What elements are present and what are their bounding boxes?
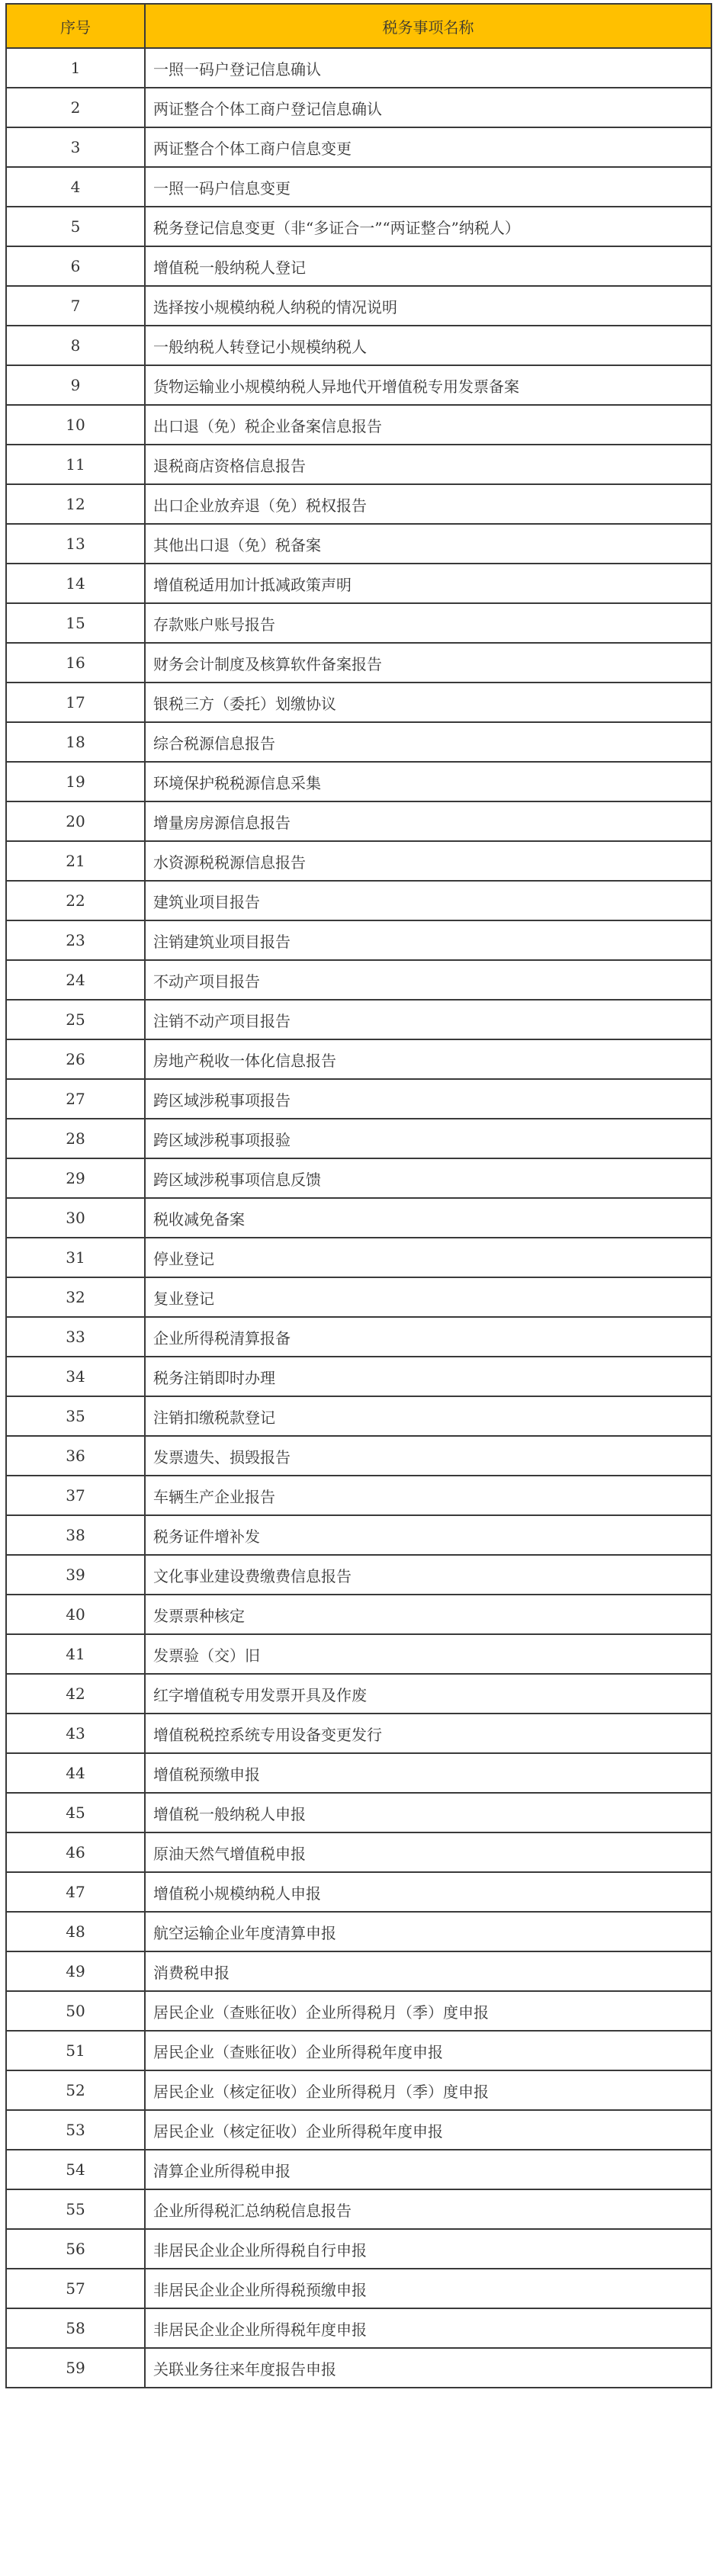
- table-row: [6, 643, 711, 683]
- row-number-cell: 47: [6, 1872, 145, 1912]
- table-row: [6, 1872, 711, 1912]
- table-row: [6, 1912, 711, 1951]
- matter-name-cell: 跨区域涉税事项报告: [145, 1079, 711, 1119]
- table-row: [6, 2348, 711, 2388]
- row-number-cell: 24: [6, 960, 145, 1000]
- row-number-cell: 31: [6, 1238, 145, 1277]
- row-number-cell: 10: [6, 405, 145, 445]
- row-number-cell: 13: [6, 524, 145, 564]
- row-number-cell: 22: [6, 881, 145, 920]
- table-row: [6, 2110, 711, 2150]
- table-row: [6, 1079, 711, 1119]
- matter-name-cell: 增值税预缴申报: [145, 1753, 711, 1793]
- table-row: [6, 1198, 711, 1238]
- table-row: [6, 841, 711, 881]
- matter-name-cell: 注销建筑业项目报告: [145, 920, 711, 960]
- table-row: [6, 1238, 711, 1277]
- table-row: [6, 960, 711, 1000]
- table-row: [6, 88, 711, 127]
- matter-name-cell: 注销扣缴税款登记: [145, 1396, 711, 1436]
- table-row: [6, 1158, 711, 1198]
- matter-name-cell: 文化事业建设费缴费信息报告: [145, 1555, 711, 1595]
- row-number-cell: 23: [6, 920, 145, 960]
- row-number-cell: 1: [6, 48, 145, 88]
- row-number-cell: 12: [6, 484, 145, 524]
- matter-name-cell: 消费税申报: [145, 1951, 711, 1991]
- table-row: [6, 1317, 711, 1357]
- row-number-cell: 37: [6, 1476, 145, 1515]
- table-row: [6, 1714, 711, 1753]
- matter-name-cell: 非居民企业企业所得税年度申报: [145, 2308, 711, 2348]
- table-row: [6, 1674, 711, 1714]
- matter-name-cell: 一般纳税人转登记小规模纳税人: [145, 326, 711, 365]
- table-row: [6, 1119, 711, 1158]
- row-number-cell: 19: [6, 762, 145, 801]
- matter-name-cell: 增值税适用加计抵减政策声明: [145, 564, 711, 603]
- row-number-cell: 43: [6, 1714, 145, 1753]
- matter-name-cell: 选择按小规模纳税人纳税的情况说明: [145, 286, 711, 326]
- row-number-cell: 30: [6, 1198, 145, 1238]
- table-row: [6, 1039, 711, 1079]
- row-number-cell: 46: [6, 1832, 145, 1872]
- row-number-cell: 35: [6, 1396, 145, 1436]
- matter-name-cell: 复业登记: [145, 1277, 711, 1317]
- matter-name-cell: 建筑业项目报告: [145, 881, 711, 920]
- table-row: [6, 1357, 711, 1396]
- table-row: [6, 2150, 711, 2189]
- matter-name-cell: 两证整合个体工商户信息变更: [145, 127, 711, 167]
- matter-name-cell: 居民企业（核定征收）企业所得税月（季）度申报: [145, 2070, 711, 2110]
- matter-name-cell: 一照一码户信息变更: [145, 167, 711, 207]
- row-number-cell: 34: [6, 1357, 145, 1396]
- table-row: [6, 881, 711, 920]
- table-row: [6, 207, 711, 246]
- table-row: [6, 2070, 711, 2110]
- matter-name-cell: 税务登记信息变更（非“多证合一”“两证整合”纳税人）: [145, 207, 711, 246]
- matter-name-cell: 注销不动产项目报告: [145, 1000, 711, 1039]
- matter-name-cell: 一照一码户登记信息确认: [145, 48, 711, 88]
- matter-name-cell: 税务证件增补发: [145, 1515, 711, 1555]
- matter-name-cell: 税务注销即时办理: [145, 1357, 711, 1396]
- row-number-cell: 52: [6, 2070, 145, 2110]
- row-number-cell: 27: [6, 1079, 145, 1119]
- row-number-cell: 20: [6, 801, 145, 841]
- row-number-cell: 7: [6, 286, 145, 326]
- matter-name-cell: 居民企业（查账征收）企业所得税月（季）度申报: [145, 1991, 711, 2031]
- matter-name-cell: 不动产项目报告: [145, 960, 711, 1000]
- table-header: [6, 4, 711, 48]
- row-number-cell: 54: [6, 2150, 145, 2189]
- table-row: [6, 2229, 711, 2269]
- row-number-cell: 56: [6, 2229, 145, 2269]
- matter-name-cell: 出口企业放弃退（免）税权报告: [145, 484, 711, 524]
- matter-name-cell: 税收减免备案: [145, 1198, 711, 1238]
- row-number-cell: 36: [6, 1436, 145, 1476]
- table-row: [6, 1793, 711, 1832]
- table-body: [6, 48, 711, 2388]
- table-row: [6, 683, 711, 722]
- matter-name-cell: 居民企业（核定征收）企业所得税年度申报: [145, 2110, 711, 2150]
- table-row: [6, 246, 711, 286]
- row-number-cell: 57: [6, 2269, 145, 2308]
- matter-name-cell: 增值税一般纳税人登记: [145, 246, 711, 286]
- matter-name-cell: 退税商店资格信息报告: [145, 445, 711, 484]
- row-number-cell: 2: [6, 88, 145, 127]
- header-row: [6, 4, 711, 48]
- row-number-cell: 11: [6, 445, 145, 484]
- row-number-cell: 51: [6, 2031, 145, 2070]
- table-row: [6, 1476, 711, 1515]
- row-number-cell: 9: [6, 365, 145, 405]
- matter-name-cell: 出口退（免）税企业备案信息报告: [145, 405, 711, 445]
- matter-name-cell: 跨区域涉税事项信息反馈: [145, 1158, 711, 1198]
- table-row: [6, 286, 711, 326]
- matter-name-cell: 居民企业（查账征收）企业所得税年度申报: [145, 2031, 711, 2070]
- row-number-cell: 6: [6, 246, 145, 286]
- row-number-cell: 49: [6, 1951, 145, 1991]
- table-row: [6, 2189, 711, 2229]
- table-row: [6, 1951, 711, 1991]
- matter-name-cell: 货物运输业小规模纳税人异地代开增值税专用发票备案: [145, 365, 711, 405]
- matter-name-cell: 财务会计制度及核算软件备案报告: [145, 643, 711, 683]
- matter-name-cell: 环境保护税税源信息采集: [145, 762, 711, 801]
- tax-matters-table: [5, 3, 712, 2388]
- matter-name-cell: 增值税小规模纳税人申报: [145, 1872, 711, 1912]
- matter-name-cell: 两证整合个体工商户登记信息确认: [145, 88, 711, 127]
- row-number-cell: 16: [6, 643, 145, 683]
- table-row: [6, 405, 711, 445]
- table-row: [6, 1634, 711, 1674]
- row-number-cell: 58: [6, 2308, 145, 2348]
- row-number-cell: 39: [6, 1555, 145, 1595]
- header-matter-name: 税务事项名称: [145, 4, 711, 48]
- header-number: 序号: [6, 4, 145, 48]
- matter-name-cell: 停业登记: [145, 1238, 711, 1277]
- matter-name-cell: 跨区域涉税事项报验: [145, 1119, 711, 1158]
- matter-name-cell: 增值税一般纳税人申报: [145, 1793, 711, 1832]
- matter-name-cell: 发票遗失、损毁报告: [145, 1436, 711, 1476]
- table-row: [6, 524, 711, 564]
- table-row: [6, 1832, 711, 1872]
- row-number-cell: 4: [6, 167, 145, 207]
- matter-name-cell: 非居民企业企业所得税预缴申报: [145, 2269, 711, 2308]
- row-number-cell: 44: [6, 1753, 145, 1793]
- row-number-cell: 15: [6, 603, 145, 643]
- row-number-cell: 28: [6, 1119, 145, 1158]
- row-number-cell: 41: [6, 1634, 145, 1674]
- table-row: [6, 1436, 711, 1476]
- row-number-cell: 14: [6, 564, 145, 603]
- row-number-cell: 26: [6, 1039, 145, 1079]
- matter-name-cell: 水资源税税源信息报告: [145, 841, 711, 881]
- row-number-cell: 40: [6, 1595, 145, 1634]
- matter-name-cell: 综合税源信息报告: [145, 722, 711, 762]
- matter-name-cell: 企业所得税汇总纳税信息报告: [145, 2189, 711, 2229]
- table-row: [6, 920, 711, 960]
- table-row: [6, 1396, 711, 1436]
- table-row: [6, 2031, 711, 2070]
- row-number-cell: 53: [6, 2110, 145, 2150]
- table-row: [6, 326, 711, 365]
- row-number-cell: 21: [6, 841, 145, 881]
- table-row: [6, 801, 711, 841]
- row-number-cell: 42: [6, 1674, 145, 1714]
- table-row: [6, 484, 711, 524]
- table-row: [6, 365, 711, 405]
- table-row: [6, 603, 711, 643]
- row-number-cell: 45: [6, 1793, 145, 1832]
- matter-name-cell: 其他出口退（免）税备案: [145, 524, 711, 564]
- row-number-cell: 59: [6, 2348, 145, 2388]
- table-row: [6, 564, 711, 603]
- matter-name-cell: 房地产税收一体化信息报告: [145, 1039, 711, 1079]
- row-number-cell: 5: [6, 207, 145, 246]
- table-row: [6, 445, 711, 484]
- row-number-cell: 3: [6, 127, 145, 167]
- matter-name-cell: 非居民企业企业所得税自行申报: [145, 2229, 711, 2269]
- matter-name-cell: 增量房房源信息报告: [145, 801, 711, 841]
- matter-name-cell: 发票验（交）旧: [145, 1634, 711, 1674]
- table-row: [6, 762, 711, 801]
- matter-name-cell: 关联业务往来年度报告申报: [145, 2348, 711, 2388]
- matter-name-cell: 银税三方（委托）划缴协议: [145, 683, 711, 722]
- row-number-cell: 55: [6, 2189, 145, 2229]
- table-row: [6, 722, 711, 762]
- matter-name-cell: 企业所得税清算报备: [145, 1317, 711, 1357]
- row-number-cell: 18: [6, 722, 145, 762]
- row-number-cell: 32: [6, 1277, 145, 1317]
- row-number-cell: 33: [6, 1317, 145, 1357]
- table-row: [6, 1555, 711, 1595]
- table-row: [6, 1991, 711, 2031]
- row-number-cell: 38: [6, 1515, 145, 1555]
- matter-name-cell: 航空运输企业年度清算申报: [145, 1912, 711, 1951]
- row-number-cell: 29: [6, 1158, 145, 1198]
- table-row: [6, 48, 711, 88]
- row-number-cell: 8: [6, 326, 145, 365]
- matter-name-cell: 原油天然气增值税申报: [145, 1832, 711, 1872]
- matter-name-cell: 发票票种核定: [145, 1595, 711, 1634]
- table-row: [6, 127, 711, 167]
- row-number-cell: 50: [6, 1991, 145, 2031]
- matter-name-cell: 增值税税控系统专用设备变更发行: [145, 1714, 711, 1753]
- table-row: [6, 167, 711, 207]
- matter-name-cell: 红字增值税专用发票开具及作废: [145, 1674, 711, 1714]
- matter-name-cell: 车辆生产企业报告: [145, 1476, 711, 1515]
- table-row: [6, 2269, 711, 2308]
- table-row: [6, 2308, 711, 2348]
- row-number-cell: 17: [6, 683, 145, 722]
- row-number-cell: 25: [6, 1000, 145, 1039]
- table-row: [6, 1753, 711, 1793]
- table-row: [6, 1000, 711, 1039]
- table-row: [6, 1277, 711, 1317]
- matter-name-cell: 清算企业所得税申报: [145, 2150, 711, 2189]
- table-row: [6, 1515, 711, 1555]
- matter-name-cell: 存款账户账号报告: [145, 603, 711, 643]
- table-row: [6, 1595, 711, 1634]
- row-number-cell: 48: [6, 1912, 145, 1951]
